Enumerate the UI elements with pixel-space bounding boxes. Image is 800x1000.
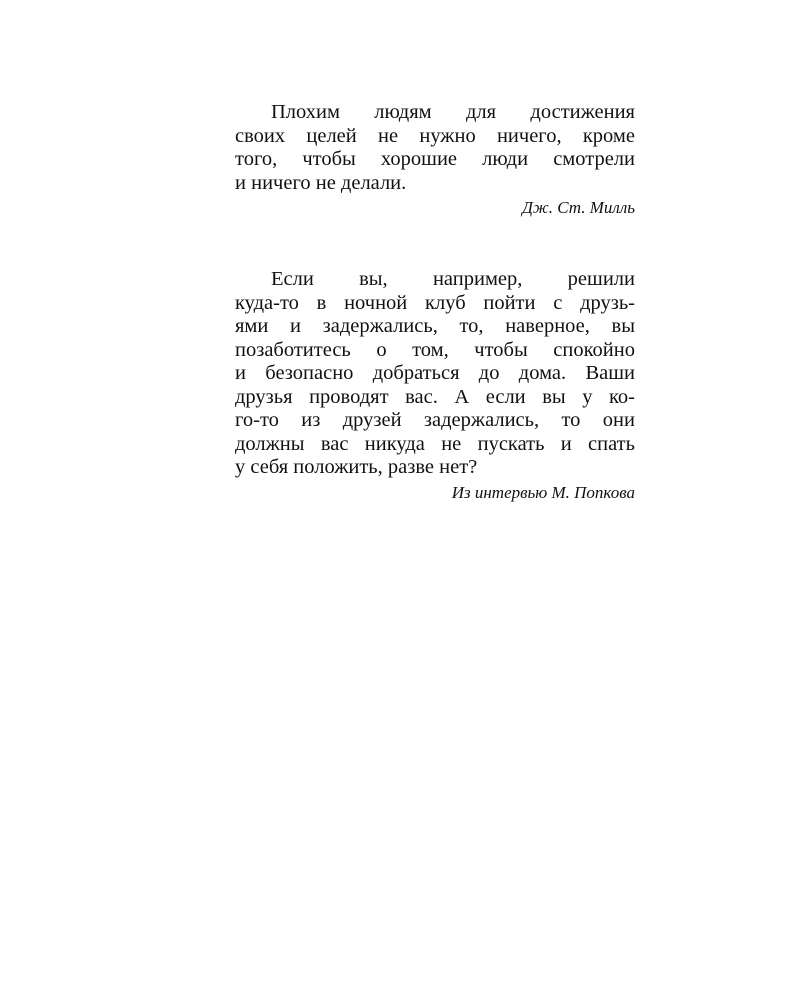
epigraph-mill [235,101,635,219]
quote-line: Если вы, например, решили [271,268,635,290]
quote-line: своих целей не нужно ничего, кроме [235,124,635,147]
epigraph-quote [235,268,635,480]
quote-line: того, чтобы хорошие люди смотрели [235,148,635,170]
quote-line: друзья проводят вас. А если вы у ко- [235,385,635,408]
epigraph-attribution: Из интервью М. Попкова [451,482,635,502]
quote-line: и безопасно добраться до дома. Ваши [235,362,635,384]
epigraph-quote [235,101,635,195]
epigraph-popkov [235,268,635,504]
quote-line: позаботитесь о том, чтобы спокойно [235,338,635,361]
quote-line: и ничего не делали. [235,171,407,194]
quote-line: го-то из друзей задержались, то они [235,409,635,431]
quote-line: у себя положить, разве нет? [235,456,478,478]
quote-line: должны вас никуда не пускать и спать [235,432,635,455]
quote-line: Плохим людям для достижения [271,101,635,123]
epigraph-attribution: Дж. Ст. Милль [522,198,635,217]
quote-line: куда-то в ночной клуб пойти с друзь- [235,291,635,314]
quote-line: ями и задержались, то, наверное, вы [235,315,635,337]
